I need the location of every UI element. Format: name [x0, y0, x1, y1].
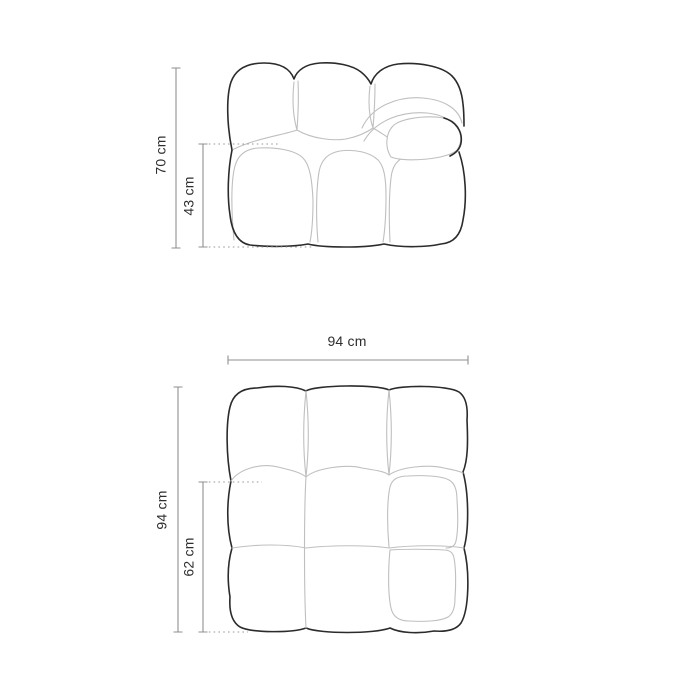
front-cushion-seam-right [369, 84, 375, 128]
front-seat-cushion-middle [317, 150, 386, 242]
plan-armrest-inner-bottom [389, 549, 456, 621]
top-plan-view [154, 333, 468, 633]
plan-dimension-width [228, 333, 468, 365]
dimension-label-total-height: 70 cm [152, 135, 169, 175]
dimension-line-seat-height [199, 144, 208, 247]
dimension-label-seat-depth: 62 cm [180, 537, 197, 577]
plan-back-seam-left [304, 391, 309, 477]
dimension-line-depth [174, 387, 183, 632]
dimension-label-seat-height: 43 cm [180, 176, 197, 216]
front-seat-cushion-right-sliver [389, 158, 403, 242]
plan-seat-horizontal-divider [232, 545, 464, 548]
dimension-label-width: 94 cm [327, 333, 367, 349]
front-armrest-pill [387, 117, 461, 160]
plan-dimension-seat-depth [181, 482, 262, 632]
front-seat-cushion-left [232, 148, 313, 242]
plan-back-seam-right [387, 390, 392, 475]
plan-dimension-depth [154, 387, 183, 632]
plan-seat-vertical-divider [305, 477, 307, 628]
plan-back-cushion-bottoms [231, 466, 463, 481]
dimension-line-seat-depth [199, 482, 208, 632]
front-cushion-seam-left [293, 81, 298, 130]
front-seat-outline [228, 150, 465, 247]
front-dimension-seat-height [181, 144, 312, 247]
dimension-label-depth: 94 cm [153, 490, 170, 530]
dimension-line-width [228, 356, 468, 365]
dimension-line-total-height [172, 68, 181, 248]
front-elevation-view [153, 63, 466, 248]
plan-armrest-inner-middle [388, 476, 458, 548]
front-dimension-total-height [153, 68, 181, 248]
front-seat-deck-line [232, 128, 405, 153]
plan-outer-outline [227, 386, 468, 633]
